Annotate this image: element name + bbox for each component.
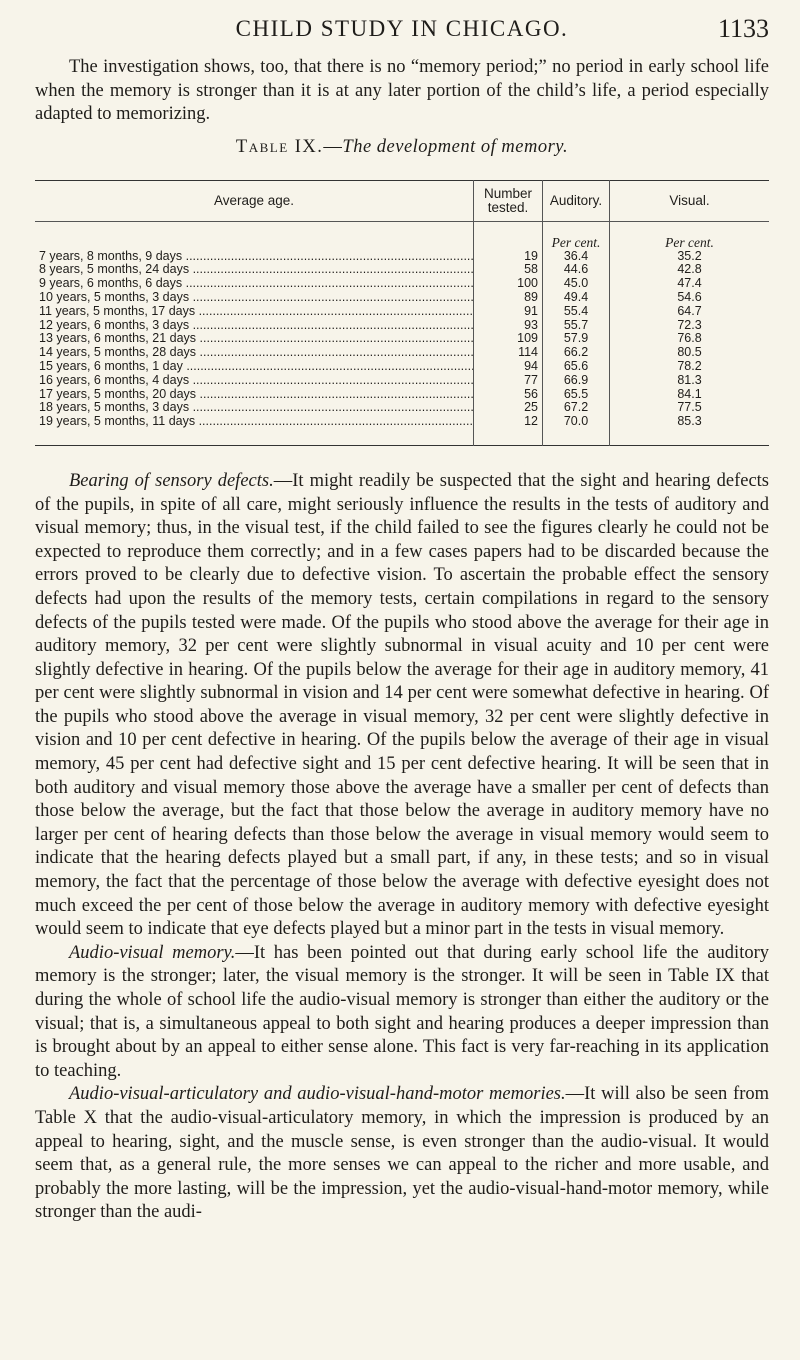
table-row xyxy=(35,401,769,415)
number-cell xyxy=(474,319,543,333)
table-caption: The development of memory. xyxy=(342,136,569,157)
age-cell xyxy=(35,374,474,388)
age-cell-text: 15 years, 6 months, 1 day ..... xyxy=(39,360,474,373)
auditory-cell-text: 66.2 xyxy=(563,345,589,360)
auditory-cell-text: 65.5 xyxy=(563,386,589,401)
table-header-row xyxy=(35,180,769,221)
auditory-cell xyxy=(543,415,610,445)
visual-cell xyxy=(610,346,770,360)
column-header-visual: Visual. xyxy=(610,180,770,221)
number-cell-text: 77 xyxy=(524,372,538,387)
number-cell-text: 25 xyxy=(524,400,538,415)
visual-cell xyxy=(610,415,770,445)
column-header-age: Average age. xyxy=(35,180,474,221)
age-cell xyxy=(35,346,474,360)
number-cell xyxy=(474,346,543,360)
age-cell xyxy=(35,415,474,445)
page-number: 1133 xyxy=(717,14,769,43)
auditory-cell-text: 55.7 xyxy=(563,317,589,332)
visual-cell-text: 81.3 xyxy=(677,372,702,387)
auditory-cell xyxy=(543,305,610,319)
visual-cell-text: 76.8 xyxy=(677,331,702,346)
auditory-cell xyxy=(543,291,610,305)
table-label: Table IX. xyxy=(235,136,324,157)
visual-cell-text: 47.4 xyxy=(677,276,702,291)
auditory-cell xyxy=(543,332,610,346)
running-title: CHILD STUDY IN CHICAGO. xyxy=(235,16,569,41)
table-row xyxy=(35,305,769,319)
number-cell-text: 94 xyxy=(524,358,538,373)
articulatory-paragraph xyxy=(35,1083,769,1225)
running-header xyxy=(35,0,769,56)
age-cell-text: 18 years, 5 months, 3 days ..... xyxy=(39,401,474,414)
age-cell xyxy=(35,277,474,291)
number-cell-text: 58 xyxy=(524,262,538,277)
age-cell-text: 12 years, 6 months, 3 days ..... xyxy=(39,319,474,332)
visual-cell xyxy=(610,250,770,264)
number-cell-text: 114 xyxy=(518,345,538,360)
auditory-cell xyxy=(543,360,610,374)
visual-cell xyxy=(610,291,770,305)
age-cell-text: 13 years, 6 months, 21 days ..... xyxy=(39,332,474,345)
number-cell-text: 91 xyxy=(524,303,538,318)
auditory-cell-text: 49.4 xyxy=(563,289,589,304)
intro-paragraph: The investigation shows, too, that there is no “memory period;” no period in early school life when the memory is stronger than it is at any later portion of the child’s life, a period especially adapted to memorizing. xyxy=(35,57,769,125)
articulatory-text: —It will also be seen from Table X that the audio-visual-articulatory memory, in which the impression is produced by an appeal to hearing, sight, and the muscle sense, is even stronger than the audio-visual. It would seem that, as a general rule, the more senses we can appeal to the richer and more usable, and probably the more lasting, will be the impression, yet the audio-visual-hand-motor memory, while stronger than the audi- xyxy=(35,1084,769,1223)
number-cell-text: 109 xyxy=(517,331,538,346)
auditory-cell-text: 36.4 xyxy=(563,248,589,263)
sensory-defects-paragraph xyxy=(35,470,769,942)
sensory-defects-text: —It might readily be suspected that the sight and hearing defects of the pupils, in spite of all care, might seriously influence the results in the tests of auditory and visual memory; thus, in the visual test, if the child failed to see the figures clearly he could not be expected to reproduce them correctly; and in a few cases papers had to be discarded because the errors proved to be clearly due to defective vision. To ascertain the probable effect the sensory defects had upon the results of the memory tests, certain compilations in regard to the sensory defects of the pupils tested were made. Of the pupils who stood above the average for their age in auditory memory, 32 per cent were slightly subnormal in visual acuity and 10 per cent were slightly defective in hearing. Of the pupils below the average for their age in auditory memory, 41 per cent were slightly subnormal in vision and 14 per cent were somewhat defective in hearing. Of the pupils who stood above the average in visual memory, 32 per cent were slightly defective in vision and 10 per cent defective in hearing. Of the pupils below the average of their age in visual memory, 45 per cent had defective sight and 15 per cent defective hearing. It will be seen that in both auditory and visual memory those above the average have a smaller per cent of defects than those below the average, but the fact that those below the average in auditory memory have no larger per cent of hearing defects than those below the average in visual memory would seem to indicate that the hearing defects played but a small part, if any, in these tests; and so in visual memory, the fact that the percentage of those below the average with defective eyesight does not much exceed the per cent of those below the average in auditory memory with defective eyesight would seem to indicate that eye defects played but a minor part in the tests in visual memory. xyxy=(35,470,770,940)
auditory-cell-text: 66.9 xyxy=(563,372,589,387)
age-cell-text: 9 years, 6 months, 6 days ..... xyxy=(39,277,474,290)
visual-cell xyxy=(610,360,770,374)
auditory-cell xyxy=(543,401,610,415)
visual-cell-text: 54.6 xyxy=(677,289,702,304)
age-cell xyxy=(35,332,474,346)
auditory-cell xyxy=(543,319,610,333)
visual-cell-text: 84.1 xyxy=(677,386,702,401)
visual-cell-text: 72.3 xyxy=(677,317,702,332)
table-row xyxy=(35,277,769,291)
visual-cell-text: 78.2 xyxy=(677,358,702,373)
visual-cell xyxy=(610,263,770,277)
number-cell xyxy=(474,360,543,374)
visual-cell xyxy=(610,319,770,333)
table-row xyxy=(35,263,769,277)
unit-visual: Per cent. xyxy=(610,221,770,249)
auditory-cell xyxy=(543,388,610,402)
number-cell-text: 100 xyxy=(517,276,538,291)
unit-cell-empty xyxy=(474,221,543,249)
auditory-cell-text: 45.0 xyxy=(563,276,589,291)
age-cell xyxy=(35,305,474,319)
age-cell xyxy=(35,291,474,305)
number-cell xyxy=(474,305,543,319)
visual-cell-text: 80.5 xyxy=(677,345,702,360)
age-cell-text: 11 years, 5 months, 17 days ..... xyxy=(39,305,474,318)
visual-cell-text: 42.8 xyxy=(677,262,702,277)
table-row xyxy=(35,346,769,360)
number-cell xyxy=(474,250,543,264)
age-cell-text: 16 years, 6 months, 4 days ..... xyxy=(39,374,474,387)
table-row xyxy=(35,388,769,402)
visual-cell-text: 35.2 xyxy=(677,248,702,263)
table-row xyxy=(35,319,769,333)
table-row xyxy=(35,250,769,264)
auditory-cell-text: 65.6 xyxy=(563,358,589,373)
table-body xyxy=(35,221,769,445)
age-cell xyxy=(35,250,474,264)
number-cell xyxy=(474,332,543,346)
auditory-cell-text: 55.4 xyxy=(563,303,589,318)
age-cell xyxy=(35,319,474,333)
visual-cell-text: 77.5 xyxy=(677,400,702,415)
visual-cell xyxy=(610,374,770,388)
table-row xyxy=(35,332,769,346)
column-header-auditory: Auditory. xyxy=(543,180,610,221)
auditory-cell xyxy=(543,374,610,388)
visual-cell xyxy=(610,401,770,415)
number-cell-text: 12 xyxy=(524,414,538,429)
number-cell xyxy=(474,277,543,291)
number-cell xyxy=(474,291,543,305)
visual-cell xyxy=(610,305,770,319)
auditory-cell-text: 44.6 xyxy=(563,262,589,277)
visual-cell-text: 64.7 xyxy=(677,303,702,318)
age-cell xyxy=(35,388,474,402)
table-row xyxy=(35,291,769,305)
age-cell xyxy=(35,401,474,415)
age-cell-text: 17 years, 5 months, 20 days ..... xyxy=(39,388,474,401)
number-cell-text: 19 xyxy=(524,248,538,263)
number-cell-text: 56 xyxy=(524,386,538,401)
page xyxy=(35,0,769,1225)
visual-cell xyxy=(610,332,770,346)
auditory-cell-text: 70.0 xyxy=(563,414,589,429)
table-row xyxy=(35,374,769,388)
sensory-defects-heading: Bearing of sensory defects. xyxy=(69,470,274,491)
table-unit-row xyxy=(35,221,769,249)
table-title: Table IX.—The development of memory. xyxy=(235,136,569,157)
auditory-cell-text: 67.2 xyxy=(563,400,589,415)
number-cell xyxy=(474,374,543,388)
number-cell xyxy=(474,401,543,415)
age-cell-text: 7 years, 8 months, 9 days ..... xyxy=(39,250,474,263)
auditory-cell xyxy=(543,263,610,277)
articulatory-heading: Audio-visual-articulatory and audio-visual-hand-motor memories. xyxy=(69,1084,566,1105)
unit-auditory: Per cent. xyxy=(543,221,610,249)
visual-cell xyxy=(610,277,770,291)
age-cell-text: 14 years, 5 months, 28 days ..... xyxy=(39,346,474,359)
table-row xyxy=(35,415,769,445)
age-cell-text: 19 years, 5 months, 11 days ..... xyxy=(39,415,474,428)
age-cell xyxy=(35,263,474,277)
number-cell xyxy=(474,388,543,402)
number-cell xyxy=(474,263,543,277)
auditory-cell xyxy=(543,277,610,291)
number-cell-text: 93 xyxy=(524,317,538,332)
auditory-cell xyxy=(543,250,610,264)
audio-visual-heading: Audio-visual memory. xyxy=(69,942,236,963)
memory-development-table xyxy=(35,180,769,446)
audio-visual-text: —It has been pointed out that during early school life the auditory memory is the stronger; later, the visual memory is the stronger. It will be seen in Table IX that during the whole of school life the audio-visual memory is stronger than either the auditory or the visual; that is, a simultaneous appeal to both sight and hearing produces a deeper impression than is brought about by an appeal to either sense alone. This fact is very far-reaching in its application to teaching. xyxy=(35,942,769,1081)
age-cell-text: 8 years, 5 months, 24 days ..... xyxy=(39,263,474,276)
number-cell xyxy=(474,415,543,445)
visual-cell xyxy=(610,388,770,402)
visual-cell-text: 85.3 xyxy=(677,414,702,429)
table-row xyxy=(35,360,769,374)
auditory-cell-text: 57.9 xyxy=(563,331,589,346)
column-header-number: Number tested. xyxy=(474,180,543,221)
unit-cell-empty xyxy=(35,221,474,249)
number-cell-text: 89 xyxy=(524,289,538,304)
age-cell xyxy=(35,360,474,374)
auditory-cell xyxy=(543,346,610,360)
age-cell-text: 10 years, 5 months, 3 days ..... xyxy=(39,291,474,304)
audio-visual-paragraph xyxy=(35,942,769,1084)
